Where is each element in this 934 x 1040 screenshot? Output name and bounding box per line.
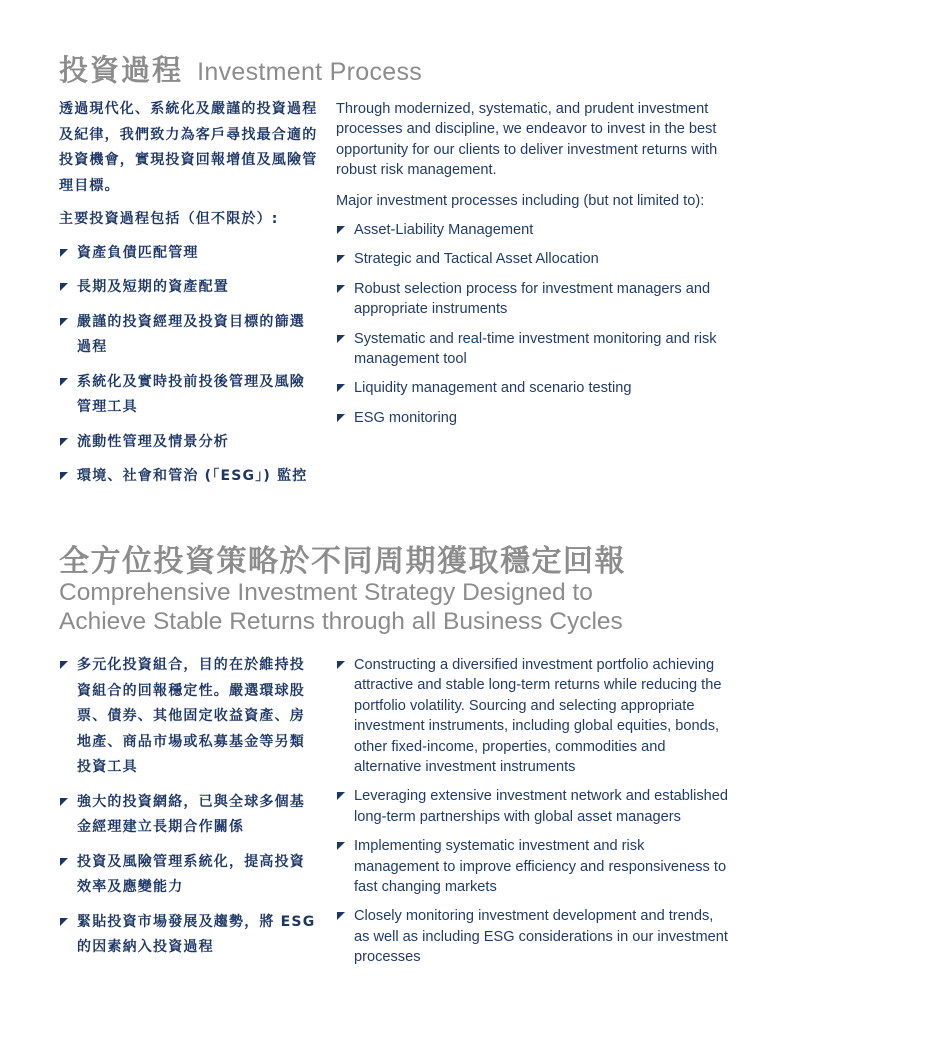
triangle-bullet-icon	[337, 226, 345, 234]
triangle-bullet-icon	[60, 283, 68, 291]
triangle-bullet-icon	[337, 384, 345, 392]
section1-zh-column	[59, 97, 319, 499]
triangle-bullet-icon	[60, 318, 68, 326]
triangle-bullet-icon	[60, 798, 68, 806]
section2-title-en-line1: Comprehensive Investment Strategy Designed to	[59, 579, 593, 606]
triangle-bullet-icon	[60, 918, 68, 926]
list-item: 投資及風險管理系統化，提高投資效率及應變能力	[59, 850, 319, 901]
section2-en-list	[336, 655, 731, 968]
section1-en-intro: Through modernized, systematic, and prudent investment processes and discipline, we endeavor to invest in the best opportunity for our clients to deliver investment returns with robust risk management.	[336, 101, 718, 179]
section1-title-en: Investment Process	[197, 58, 423, 86]
triangle-bullet-icon	[337, 912, 345, 920]
list-item: 多元化投資組合，目的在於維持投資組合的回報穩定性。嚴選環球股票、債券、其他固定收益資產、房地產、商品市場或私募基金等另類投資工具	[59, 653, 319, 781]
list-item: 緊貼投資市場發展及趨勢，將 ESG 的因素納入投資過程	[59, 910, 319, 961]
list-item: 環境、社會和管治 (「ESG」) 監控	[59, 464, 319, 490]
list-item: 流動性管理及情景分析	[59, 430, 319, 456]
triangle-bullet-icon	[60, 378, 68, 386]
section1-zh-list	[59, 241, 319, 490]
list-item: Constructing a diversified investment portfolio achieving attractive and stable long-term returns while reducing the portfolio volatility. Sourcing and selecting appropriate investment instruments, including global equities, bonds, other fixed-income, properties, commodities and alternative investment instruments	[336, 655, 731, 777]
section1-en-lead: Major investment processes including (but not limited to):	[336, 192, 705, 209]
section1-title-zh: 投資過程	[59, 53, 184, 87]
list-item: Asset-Liability Management	[336, 220, 731, 240]
list-item: Leveraging extensive investment network and established long-term partnerships with global asset managers	[336, 786, 731, 827]
section2-title-zh: 全方位投資策略於不同周期獲取穩定回報	[59, 544, 626, 579]
section2-en-column	[336, 655, 731, 977]
section1-en-column	[336, 99, 731, 437]
section1-en-list	[336, 220, 731, 428]
triangle-bullet-icon	[60, 661, 68, 669]
list-item: 強大的投資網絡，已與全球多個基金經理建立長期合作關係	[59, 790, 319, 841]
section1-zh-intro: 透過現代化、系統化及嚴謹的投資過程及紀律，我們致力為客戶尋找最合適的投資機會，實現投資回報增值及風險管理目標。	[59, 101, 318, 194]
section2-title-en-line2: Achieve Stable Returns through all Business Cycles	[59, 608, 623, 635]
section1-heading	[59, 48, 422, 89]
list-item: 系統化及實時投前投後管理及風險管理工具	[59, 370, 319, 421]
list-item: Implementing systematic investment and risk management to improve efficiency and responsiveness to fast changing markets	[336, 836, 731, 897]
list-item: 資產負債匹配管理	[59, 241, 319, 267]
triangle-bullet-icon	[60, 249, 68, 257]
triangle-bullet-icon	[60, 438, 68, 446]
triangle-bullet-icon	[337, 661, 345, 669]
triangle-bullet-icon	[60, 472, 68, 480]
list-item: Robust selection process for investment managers and appropriate instruments	[336, 279, 731, 320]
triangle-bullet-icon	[337, 842, 345, 850]
triangle-bullet-icon	[337, 255, 345, 263]
section1-zh-lead: 主要投資過程包括（但不限於）:	[59, 211, 279, 227]
list-item: 嚴謹的投資經理及投資目標的篩選過程	[59, 310, 319, 361]
list-item: Liquidity management and scenario testing	[336, 378, 731, 398]
list-item: 長期及短期的資產配置	[59, 275, 319, 301]
list-item: Closely monitoring investment development and trends, as well as including ESG considerations in our investment processes	[336, 906, 731, 967]
triangle-bullet-icon	[337, 414, 345, 422]
section2-title-en	[59, 578, 623, 636]
triangle-bullet-icon	[337, 792, 345, 800]
list-item: ESG monitoring	[336, 408, 731, 428]
section2-zh-list	[59, 653, 319, 961]
triangle-bullet-icon	[337, 335, 345, 343]
section2-zh-column	[59, 653, 319, 970]
triangle-bullet-icon	[337, 285, 345, 293]
triangle-bullet-icon	[60, 858, 68, 866]
list-item: Systematic and real-time investment monitoring and risk management tool	[336, 329, 731, 370]
list-item: Strategic and Tactical Asset Allocation	[336, 249, 731, 269]
